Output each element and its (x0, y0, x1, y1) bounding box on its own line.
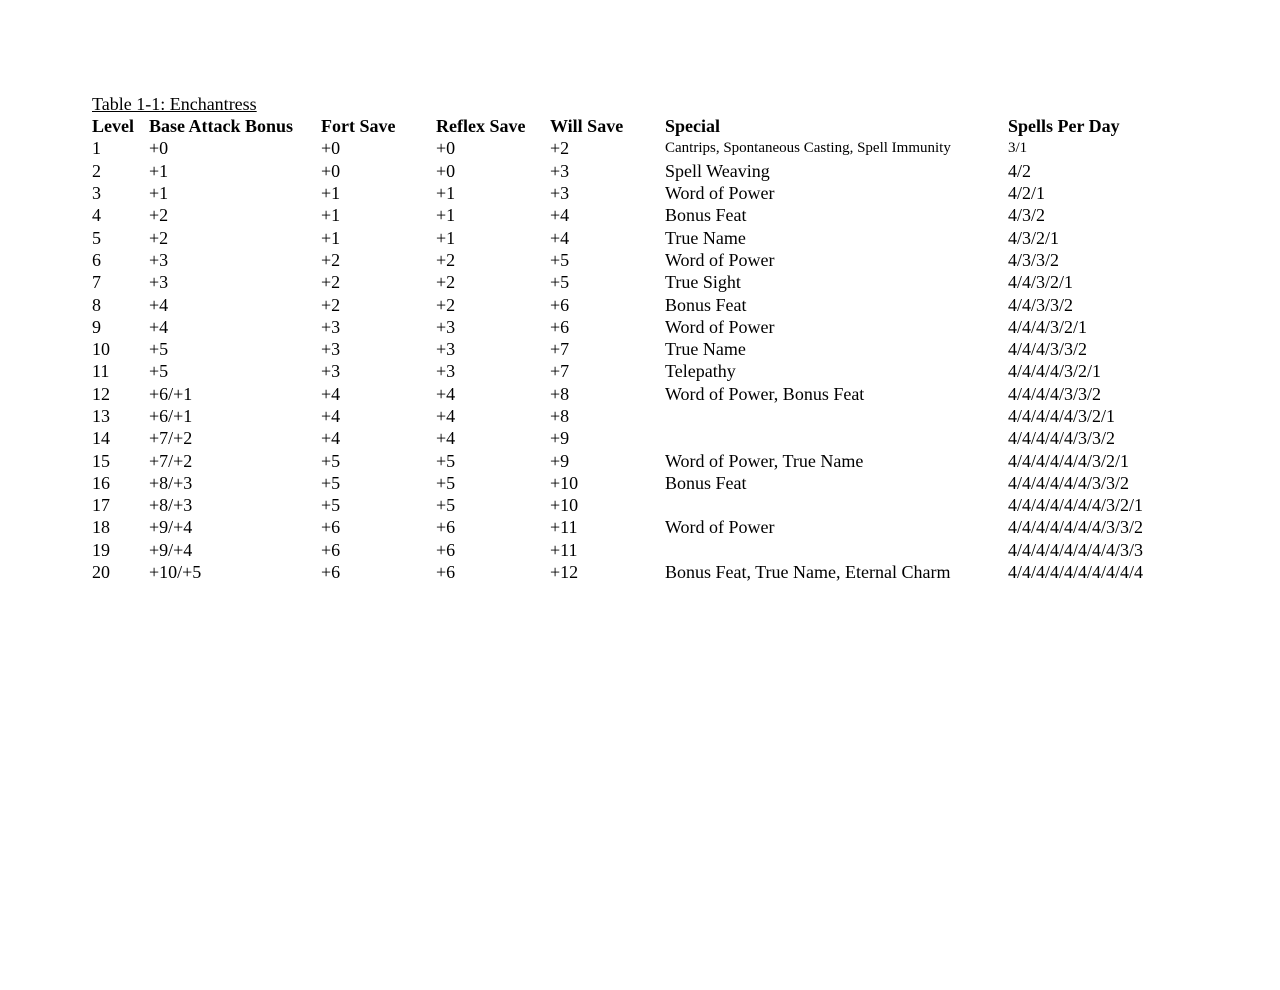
cell-fort-save: +0 (321, 138, 341, 159)
cell-spells-per-day: 4/4/4/4/4/4/3/2/1 (1008, 450, 1130, 471)
cell-level: 9 (92, 316, 101, 337)
table-row (92, 449, 1168, 471)
cell-will-save: +6 (550, 294, 570, 315)
table-row (92, 494, 1168, 516)
table-row (92, 160, 1168, 182)
cell-fort-save: +3 (321, 316, 341, 337)
cell-base-attack-bonus: +2 (149, 205, 169, 226)
cell-level: 6 (92, 249, 101, 270)
header-fort: Fort Save (321, 116, 396, 137)
cell-spells-per-day: 4/2/1 (1008, 183, 1046, 204)
cell-spells-per-day: 4/4/4/4/4/4/4/4/4/4 (1008, 562, 1144, 583)
cell-base-attack-bonus: +3 (149, 249, 169, 270)
cell-will-save: +7 (550, 339, 570, 360)
cell-fort-save: +2 (321, 272, 341, 293)
cell-fort-save: +4 (321, 406, 341, 426)
cell-will-save: +8 (550, 406, 570, 426)
cell-base-attack-bonus: +7/+2 (149, 428, 193, 449)
cell-base-attack-bonus: +0 (149, 138, 169, 159)
cell-special: Word of Power (665, 316, 775, 337)
cell-reflex-save: +2 (436, 294, 456, 315)
cell-level: 10 (92, 339, 110, 360)
header-special: Special (665, 116, 721, 137)
cell-fort-save: +1 (321, 227, 341, 248)
table-row (92, 516, 1168, 538)
cell-spells-per-day: 4/4/4/4/4/4/4/3/2/1 (1008, 495, 1144, 516)
cell-special: Word of Power (665, 249, 775, 270)
cell-fort-save: +3 (321, 339, 341, 360)
cell-base-attack-bonus: +4 (149, 294, 169, 315)
cell-fort-save: +4 (321, 428, 341, 449)
cell-level: 12 (92, 383, 110, 404)
table-row (92, 561, 1168, 583)
cell-spells-per-day: 4/4/4/3/3/2 (1008, 339, 1088, 360)
cell-reflex-save: +0 (436, 160, 456, 181)
table-row (92, 293, 1168, 315)
cell-reflex-save: +0 (436, 138, 456, 159)
cell-will-save: +2 (550, 138, 570, 159)
cell-spells-per-day: 4/3/2 (1008, 205, 1046, 226)
table-header-row (92, 115, 1168, 137)
cell-base-attack-bonus: +2 (149, 227, 169, 248)
cell-base-attack-bonus: +10/+5 (149, 562, 202, 583)
cell-reflex-save: +4 (436, 383, 456, 404)
cell-special: Cantrips, Spontaneous Casting, Spell Immunity (665, 140, 951, 157)
table-body (92, 137, 1168, 583)
cell-special: Telepathy (665, 361, 736, 382)
cell-special: Spell Weaving (665, 160, 770, 181)
cell-base-attack-bonus: +7/+2 (149, 450, 193, 471)
cell-level: 8 (92, 294, 101, 315)
cell-special: True Sight (665, 272, 741, 293)
table-row (92, 249, 1168, 271)
cell-spells-per-day: 4/4/4/4/3/3/2 (1008, 383, 1102, 404)
cell-reflex-save: +1 (436, 205, 456, 226)
cell-level: 4 (92, 205, 101, 226)
cell-will-save: +10 (550, 495, 579, 516)
cell-reflex-save: +5 (436, 450, 456, 471)
cell-special (665, 405, 1008, 427)
cell-spells-per-day: 4/4/4/4/4/4/4/3/3/2 (1008, 517, 1144, 538)
cell-fort-save: +5 (321, 450, 341, 471)
header-will: Will Save (550, 116, 624, 137)
cell-special: Bonus Feat, True Name, Eternal Charm (665, 562, 951, 583)
cell-spells-per-day: 4/4/4/4/4/3/3/2 (1008, 428, 1116, 449)
cell-reflex-save: +6 (436, 517, 456, 538)
table-row (92, 383, 1168, 405)
cell-will-save: +11 (550, 539, 578, 560)
cell-base-attack-bonus: +9/+4 (149, 539, 193, 560)
cell-level: 1 (92, 138, 101, 159)
cell-will-save: +9 (550, 428, 570, 449)
enchantress-table (92, 115, 1168, 583)
cell-will-save: +12 (550, 562, 579, 583)
cell-special: True Name (665, 227, 746, 248)
table-row (92, 360, 1168, 382)
header-level: Level (92, 116, 134, 137)
cell-reflex-save: +1 (436, 183, 456, 204)
cell-will-save: +8 (550, 383, 570, 404)
cell-fort-save: +0 (321, 160, 341, 181)
cell-special: Bonus Feat (665, 294, 747, 315)
table-row (92, 226, 1168, 248)
table-row (92, 316, 1168, 338)
cell-spells-per-day: 4/4/3/3/2 (1008, 294, 1074, 315)
cell-level: 5 (92, 227, 101, 248)
cell-spells-per-day: 4/2 (1008, 160, 1032, 181)
cell-fort-save: +6 (321, 562, 341, 583)
cell-will-save: +7 (550, 361, 570, 382)
cell-special: Word of Power (665, 517, 775, 538)
cell-will-save: +5 (550, 249, 570, 270)
cell-reflex-save: +1 (436, 227, 456, 248)
cell-fort-save: +4 (321, 383, 341, 404)
table-row (92, 539, 1168, 561)
table-row (92, 204, 1168, 226)
cell-special: Word of Power, True Name (665, 450, 864, 471)
cell-fort-save: +2 (321, 249, 341, 270)
cell-fort-save: +5 (321, 495, 341, 516)
cell-level: 7 (92, 272, 101, 293)
cell-will-save: +6 (550, 316, 570, 337)
cell-level: 19 (92, 539, 110, 560)
cell-fort-save: +1 (321, 205, 341, 226)
cell-special (665, 494, 1008, 516)
cell-spells-per-day: 4/4/4/4/3/2/1 (1008, 361, 1102, 382)
cell-special: Bonus Feat (665, 205, 747, 226)
cell-base-attack-bonus: +8/+3 (149, 472, 193, 493)
cell-reflex-save: +6 (436, 539, 456, 560)
cell-level: 20 (92, 562, 110, 583)
cell-reflex-save: +5 (436, 495, 456, 516)
cell-level: 18 (92, 517, 110, 538)
cell-fort-save: +3 (321, 361, 341, 382)
cell-will-save: +4 (550, 227, 570, 248)
header-spells: Spells Per Day (1008, 116, 1120, 137)
cell-will-save: +11 (550, 517, 578, 538)
cell-will-save: +4 (550, 205, 570, 226)
cell-will-save: +5 (550, 272, 570, 293)
header-bab: Base Attack Bonus (149, 116, 294, 137)
cell-reflex-save: +3 (436, 316, 456, 337)
table-row (92, 271, 1168, 293)
table-row (92, 405, 1168, 427)
cell-base-attack-bonus: +6/+1 (149, 406, 193, 426)
cell-spells-per-day: 4/4/4/4/4/3/2/1 (1008, 406, 1116, 426)
table-row (92, 137, 1168, 159)
cell-base-attack-bonus: +4 (149, 316, 169, 337)
document-page (92, 93, 1168, 583)
cell-base-attack-bonus: +3 (149, 272, 169, 293)
table-row (92, 427, 1168, 449)
cell-level: 15 (92, 450, 110, 471)
cell-spells-per-day: 4/3/2/1 (1008, 227, 1060, 248)
cell-level: 13 (92, 406, 110, 426)
cell-base-attack-bonus: +5 (149, 361, 169, 382)
cell-base-attack-bonus: +5 (149, 339, 169, 360)
cell-will-save: +3 (550, 160, 570, 181)
cell-special: Bonus Feat (665, 472, 747, 493)
cell-level: 11 (92, 361, 110, 382)
cell-level: 14 (92, 428, 110, 449)
table-caption: Table 1-1: Enchantress (92, 94, 257, 114)
cell-level: 3 (92, 183, 101, 204)
cell-level: 2 (92, 160, 101, 181)
cell-base-attack-bonus: +9/+4 (149, 517, 193, 538)
cell-reflex-save: +4 (436, 428, 456, 449)
cell-special: True Name (665, 339, 746, 360)
cell-fort-save: +6 (321, 539, 341, 560)
table-row (92, 182, 1168, 204)
cell-special: Word of Power, Bonus Feat (665, 383, 865, 404)
cell-fort-save: +5 (321, 472, 341, 493)
cell-spells-per-day: 3/1 (1008, 140, 1028, 157)
cell-level: 17 (92, 495, 110, 516)
cell-base-attack-bonus: +8/+3 (149, 495, 193, 516)
cell-reflex-save: +4 (436, 406, 456, 426)
cell-fort-save: +2 (321, 294, 341, 315)
table-row (92, 338, 1168, 360)
cell-reflex-save: +3 (436, 339, 456, 360)
table-row (92, 472, 1168, 494)
cell-special (665, 427, 1008, 449)
cell-will-save: +10 (550, 472, 579, 493)
cell-spells-per-day: 4/4/4/4/4/4/3/3/2 (1008, 472, 1130, 493)
cell-reflex-save: +2 (436, 249, 456, 270)
cell-will-save: +9 (550, 450, 570, 471)
cell-fort-save: +6 (321, 517, 341, 538)
cell-reflex-save: +2 (436, 272, 456, 293)
cell-reflex-save: +5 (436, 472, 456, 493)
cell-will-save: +3 (550, 183, 570, 204)
cell-base-attack-bonus: +1 (149, 183, 169, 204)
header-reflex: Reflex Save (436, 116, 526, 137)
cell-fort-save: +1 (321, 183, 341, 204)
cell-spells-per-day: 4/4/4/4/4/4/4/4/3/3 (1008, 539, 1144, 560)
cell-reflex-save: +3 (436, 361, 456, 382)
cell-base-attack-bonus: +6/+1 (149, 383, 193, 404)
cell-special: Word of Power (665, 183, 775, 204)
cell-spells-per-day: 4/4/3/2/1 (1008, 272, 1074, 293)
cell-reflex-save: +6 (436, 562, 456, 583)
cell-spells-per-day: 4/4/4/3/2/1 (1008, 316, 1088, 337)
cell-spells-per-day: 4/3/3/2 (1008, 249, 1060, 270)
cell-level: 16 (92, 472, 110, 493)
cell-base-attack-bonus: +1 (149, 160, 169, 181)
cell-special (665, 539, 1008, 561)
